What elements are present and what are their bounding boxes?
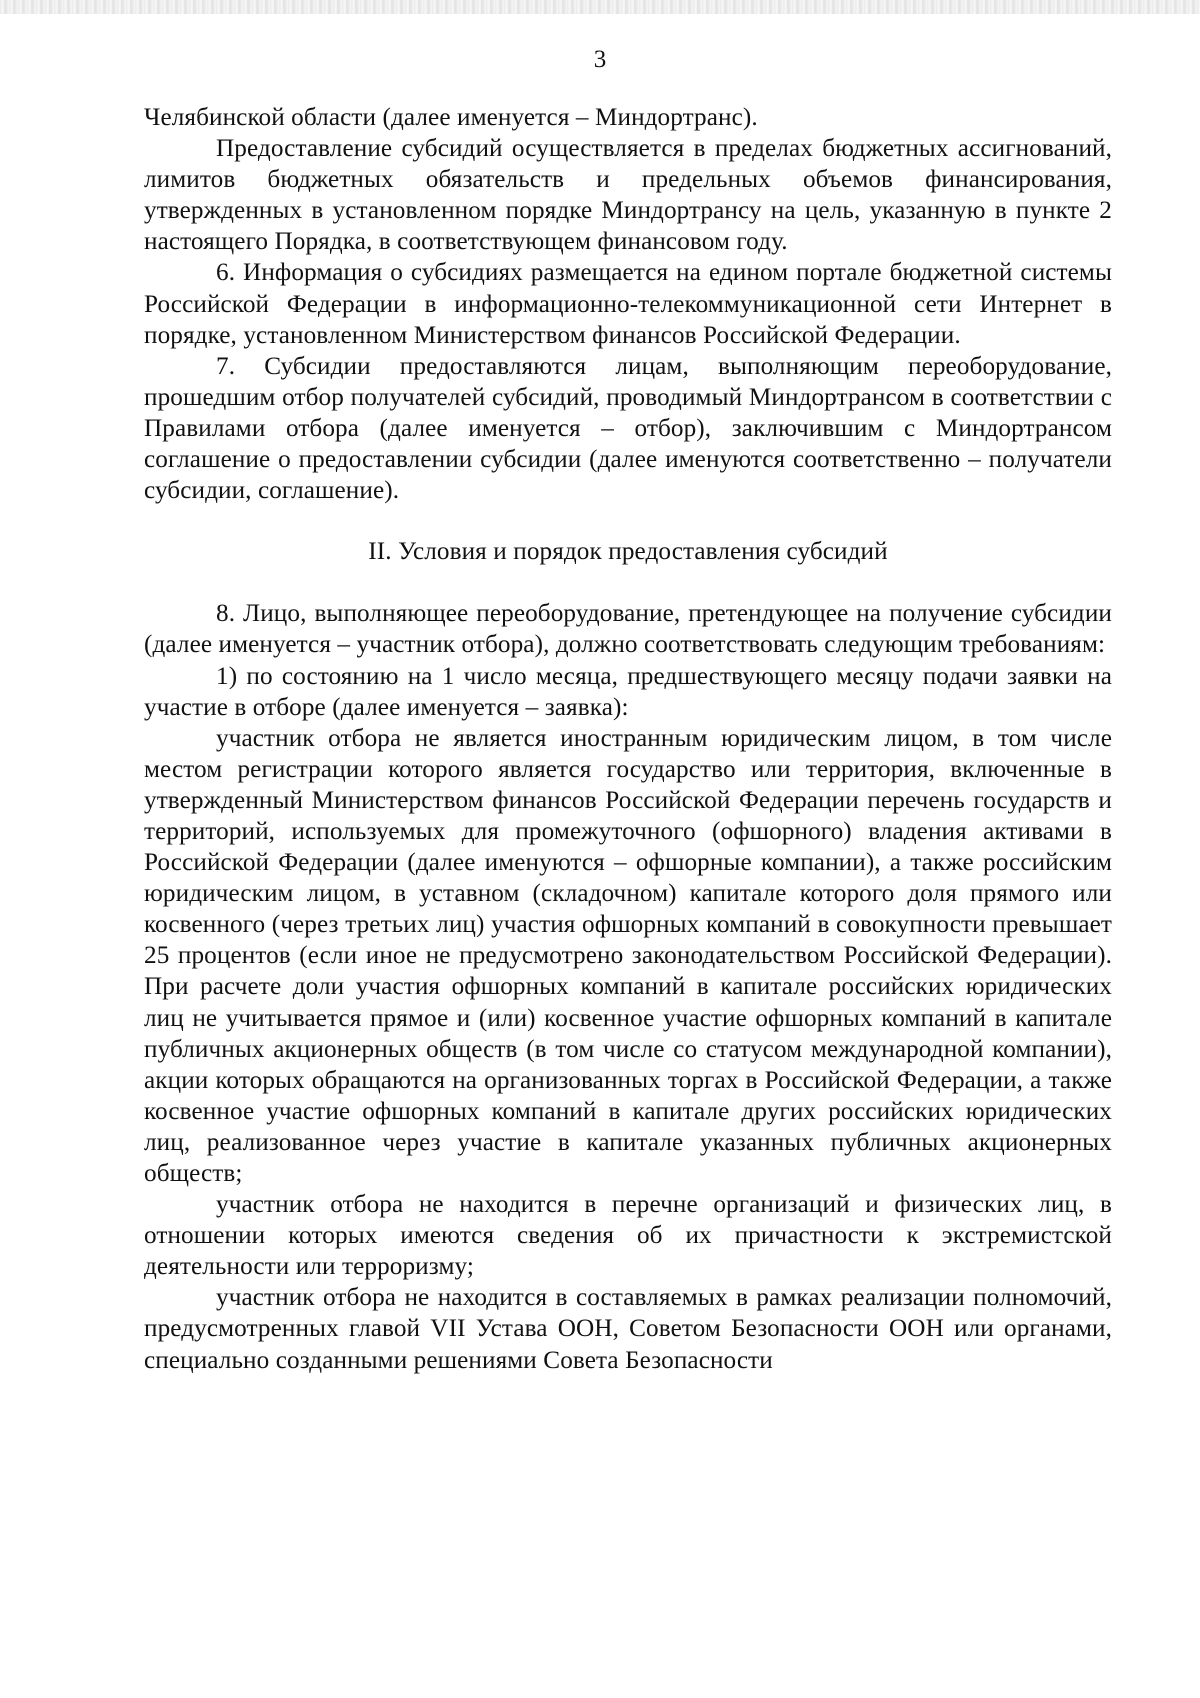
paragraph-7-subsidy-recipients: 7. Субсидии предоставляются лицам, выполняющим переоборудование, прошедшим отбор получателей субсидий, проводимый Миндортрансом в соответствии с Правилами отбора (далее именуется – отбор), заключившим с Миндортрансом соглашение о предоставлении субсидии (далее именуются соответственно – получатели субсидии, соглашение). <box>144 352 1112 505</box>
paragraph-funding-limits: Предоставление субсидий осуществляется в пределах бюджетных ассигнований, лимитов бюджетных обязательств и предельных объемов финансирования, утвержденных в установленном порядке Миндортрансу на цель, указанную в пункте 2 настоящего Порядка, в соответствующем финансовом году. <box>144 135 1112 256</box>
section-heading: II. Условия и порядок предоставления субсидий <box>368 538 888 566</box>
page-number: 3 <box>593 46 607 73</box>
paragraph-extremism-condition: участник отбора не находится в перечне организаций и физических лиц, в отношении которых имеются сведения об их причастности к экстремистской деятельности или терроризму; <box>144 1191 1112 1281</box>
document-body <box>144 102 1112 1376</box>
paragraph-continuation: Челябинской области (далее именуется – Миндортранс). <box>144 104 758 131</box>
paragraph-8-item-1: 1) по состоянию на 1 число месяца, предшествующего месяцу подачи заявки на участие в отборе (далее именуется – заявка): <box>144 662 1112 721</box>
paragraph-offshore-condition: участник отбора не является иностранным юридическим лицом, в том числе местом регистрации которого является государство или территория, включенные в утвержденный Министерством финансов Российской Федерации перечень государств и территорий, используемых для промежуточного (офшорного) владения активами в Российской Федерации (далее именуются – офшорные компании), а также российским юридическим лицом, в уставном (складочном) капитале которого доля прямого или косвенного (через третьих лиц) участия офшорных компаний в совокупности превышает 25 процентов (если иное не предусмотрено законодательством Российской Федерации). При расчете доли участия офшорных компаний в капитале российских юридических лиц не учитывается прямое и (или) косвенное участие офшорных компаний в капитале публичных акционерных обществ (в том числе со статусом международной компании), акции которых обращаются на организованных торгах в Российской Федерации, а также косвенное участие офшорных компаний в капитале других российских юридических лиц, реализованное через участие в капитале указанных публичных акционерных обществ; <box>144 724 1112 1187</box>
paragraph-6-information-portal: 6. Информация о субсидиях размещается на едином портале бюджетной системы Российской Федерации в информационно-телекоммуникационной сети Интернет в порядке, установленном Министерством финансов Российской Федерации. <box>144 259 1112 349</box>
scan-edge-artifact <box>0 0 1200 14</box>
paragraph-8-participant-requirements: 8. Лицо, выполняющее переоборудование, претендующее на получение субсидии (далее именуется – участник отбора), должно соответствовать следующим требованиям: <box>144 600 1112 659</box>
paragraph-un-sanctions-condition: участник отбора не находится в составляемых в рамках реализации полномочий, предусмотренных главой VII Устава ООН, Советом Безопасности ООН или органами, специально созданными решениями Совета Безопасности <box>144 1284 1112 1374</box>
